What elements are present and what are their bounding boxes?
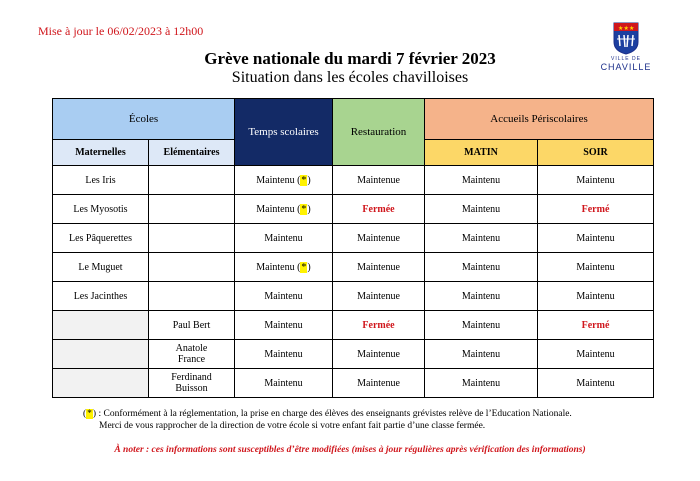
footnote-line-1: (*) : Conformément à la réglementation, la prise en charge des élèves des enseignants grévistes relève de l’Education Nationale. [83,409,572,419]
temps-cell: Maintenu [235,369,333,398]
temps-cell: Maintenu [235,311,333,340]
elementaire-cell [149,166,235,195]
soir-cell: Maintenu [538,224,654,253]
update-notice: Mise à jour le 06/02/2023 à 12h00 [38,24,204,38]
svg-text:★: ★ [618,25,624,32]
footnote [83,408,572,432]
maternelle-cell [53,340,149,369]
matin-cell: Maintenu [425,166,538,195]
temps-cell: Maintenu (*) [235,166,333,195]
warning-notice: À noter : ces informations sont susceptibles d’être modifiées (mises à jour régulières après vérification des informations) [114,445,586,455]
table-row [53,195,654,224]
logo-ville-text: VILLE DE [611,56,641,62]
elementaire-cell [149,195,235,224]
soir-cell: Maintenu [538,282,654,311]
temps-cell: Maintenu [235,282,333,311]
soir-cell: Fermé [538,195,654,224]
matin-cell: Maintenu [425,311,538,340]
matin-cell: Maintenu [425,340,538,369]
table-row [53,224,654,253]
header-ecoles: Écoles [53,99,235,140]
maternelle-cell [53,311,149,340]
temps-cell: Maintenu (*) [235,195,333,224]
matin-cell: Maintenu [425,195,538,224]
resto-cell: Maintenue [333,253,425,282]
svg-text:★: ★ [629,25,635,32]
note-marker-highlight: * [301,174,307,186]
table-row [53,282,654,311]
soir-cell: Maintenu [538,166,654,195]
soir-cell: Maintenu [538,340,654,369]
note-marker-highlight: * [301,203,307,215]
resto-cell: Maintenue [333,166,425,195]
temps-cell: Maintenu (*) [235,253,333,282]
table-row [53,340,654,369]
soir-cell: Fermé [538,311,654,340]
elementaire-cell [149,253,235,282]
header-soir: SOIR [538,140,654,166]
maternelle-cell [53,369,149,398]
soir-cell: Maintenu [538,369,654,398]
matin-cell: Maintenu [425,369,538,398]
footnote-line-2: Merci de vous rapprocher de la direction de votre école si votre enfant fait partie d’une classe fermée. [99,421,486,431]
elementaire-cell: Anatole France [149,340,235,369]
header-restauration: Restauration [333,99,425,166]
resto-cell: Maintenue [333,282,425,311]
table-row [53,369,654,398]
maternelle-cell: Les Myosotis [53,195,149,224]
resto-cell: Fermée [333,311,425,340]
note-marker-highlight: * [301,261,307,273]
soir-cell: Maintenu [538,253,654,282]
maternelle-cell: Les Iris [53,166,149,195]
resto-cell: Maintenue [333,369,425,398]
svg-text:★: ★ [623,25,629,32]
elementaire-cell: Ferdinand Buisson [149,369,235,398]
header-elementaires: Elémentaires [149,140,235,166]
table-row [53,311,654,340]
resto-cell: Maintenue [333,224,425,253]
logo-chaville-text: CHAVILLE [600,62,652,72]
page-subtitle: Situation dans les écoles chavilloises [231,69,469,86]
matin-cell: Maintenu [425,224,538,253]
elementaire-cell [149,224,235,253]
temps-cell: Maintenu [235,340,333,369]
maternelle-cell: Les Pâquerettes [53,224,149,253]
matin-cell: Maintenu [425,253,538,282]
elementaire-cell [149,282,235,311]
page-title: Grève nationale du mardi 7 février 2023 [204,49,496,68]
maternelle-cell: Les Jacinthes [53,282,149,311]
table-row [53,166,654,195]
header-temps-scolaires: Temps scolaires [235,99,333,166]
resto-cell: Fermée [333,195,425,224]
schools-status-table [52,98,654,398]
maternelle-cell: Le Muguet [53,253,149,282]
header-maternelles: Maternelles [53,140,149,166]
footnote-marker: * [87,409,92,419]
matin-cell: Maintenu [425,282,538,311]
header-matin: MATIN [425,140,538,166]
resto-cell: Maintenue [333,340,425,369]
table-row [53,253,654,282]
temps-cell: Maintenu [235,224,333,253]
elementaire-cell: Paul Bert [149,311,235,340]
header-accueils-periscolaires: Accueils Périscolaires [425,99,654,140]
